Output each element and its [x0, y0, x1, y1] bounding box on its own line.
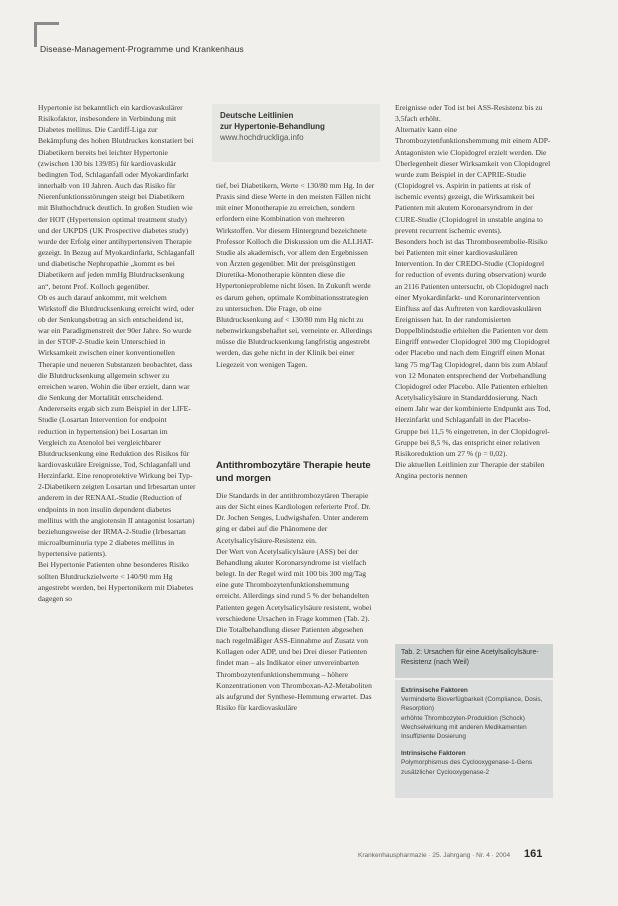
column-2-top [216, 180, 376, 370]
infobox-title: Deutsche Leitlinien [220, 111, 294, 120]
table-group-heading: Intrinsische Faktoren [401, 750, 466, 758]
infobox-subtitle: zur Hypertonie-Behandlung [220, 122, 325, 131]
paragraph: tief, bei Diabetikern, Werte < 130/80 mm Hg. In der Praxis sind diese Werte in den meisten Fällen nicht mit einer Monotherapie zu erreichen, sondern erfordern eine Kombination von mehreren Wirkstoffen. Vor diesem Hintergrund bezeichnete Professor Kolloch die Diskussion um die ALLHAT-Studie als akademisch, vor allem den Ergebnissen von Ärzten gegenüber. Mit der preisgünstigen Diuretika-Monotherapie könnten diese die Hypertonieprobleme nicht lösen. In Zukunft werde es darum gehen, optimale Kombinationsstrategien zu untersuchen. Die Frage, ob eine Blutdrucksenkung auf < 130/80 mm Hg nicht zu nebenwirkungsbehaftet sei, verneinte er. Allerdings müsse die Blutdrucksenkung langfristig angestrebt werden, das gehe nicht in der Klinik bei einer Liegezeit von wenigen Tagen. [216, 181, 375, 369]
paragraph: Hypertonie ist bekanntlich ein kardiovaskulärer Risikofaktor, insbesondere in Verbindung mit Diabetes mellitus. Die Cardiff-Liga zur Bekämpfung des hohen Blutdruckes konstatiert bei Diabetikern bereits bei leichter Hypertonie (zwischen 130 bis 139/85) für kardiovaskulär bedingten Tod, Schlaganfall oder Myokardinfarkt innerhalb von 10 Jahren. Auch das Risiko für Nierenfunktionsstörungen steigt bei Diabetikern mit Bluthochdruck deutlich. In großen Studien wie der HOT (Hypertension optimal treatment study) und der UKPDS (UK Prospective diabetes study) wurde der Erfolg einer antihypertensiven Therapie gezeigt. In Bezug auf Myokardinfarkt, Schlaganfall und diabetische Nephropathie „kommt es bei Diabetikern auf jeden mmHg Blutdrucksenkung an“, betont Prof. Kolloch gegenüber. [38, 103, 195, 291]
paragraph: Die aktuellen Leitlinien zur Therapie der stabilen Angina pectoris nennen [395, 460, 545, 481]
table-body [395, 680, 553, 798]
table-item: zusätzlicher Cyclooxygenase-2 [401, 768, 490, 776]
paragraph: Ob es auch darauf ankommt, mit welchem Wirkstoff die Blutdrucksenkung erreicht wird, oder ob der Senkungsbetrag an sich entscheidend ist, war ein Paradigmenstreit der 90er Jahre. So wurde in der STOP-2-Studie kein Unterschied in Wirksamkeit zwischen einer konventionellen Therapie und neueren Substanzen beobachtet, dass die Blutdrucksenkung allgemein schwer zu erreichen waren. Wohin die über erzielt, dann war die Senkung der Mortalität entscheidend. Andererseits ergab sich zum Beispiel in der LIFE-Studie (Losartan Intervention for endpoint reduction in hypertension) bei Losartan im Vergleich zu Atenolol bei vergleichbarer Blutdrucksenkung eine Reduktion des Risikos für kardiovaskuläre Ereignisse, Tod, Schlaganfall und Herzinfarkt. Eine renoprotektive Wirkung bei Typ-2-Diabetikern zeigten Losartan und Irbesartan unter anderem in der RENAAL-Studie (Reduction of endpoints in non insulin dependent diabetes mellitus with the angiotensin II antagonist losartan) beziehungsweise der IRMA-2-Studie (Irbesartan microalbuminuria type 2 diabetes mellitus in hypertensive patients). [38, 292, 196, 559]
page-number: 161 [524, 848, 543, 860]
journal-footer: Krankenhauspharmazie · 25. Jahrgang · Nr. 4 · 2004 [358, 852, 511, 859]
paragraph: Ereignisse oder Tod ist bei ASS-Resistenz bis zu 3,5fach erhöht. [395, 103, 543, 124]
running-head: Disease-Management-Programme und Krankenhaus [40, 44, 244, 54]
table-item: erhöhte Thrombozyten-Produktion (Schock) [401, 714, 525, 722]
column-1 [38, 102, 196, 604]
table-group-heading: Extrinsische Faktoren [401, 687, 468, 694]
paragraph: Der Wert von Acetylsalicylsäure (ASS) bei der Behandlung akuter Koronarsyndrome ist vielfach belegt. In der Regel wird mit 100 bis 300 mg/Tag eine gute Thrombozytenfunktionshemmung erreicht. Allerdings sind rund 5 % der behandelten Patienten gegen Acetylsalicylsäure resistent, wobei verschiedene Ursachen in Frage kommen (Tab. 2). Die Totalbehandlung dieser Patienten abgesehen nach regelmäßiger ASS-Einnahme auf Zusatz von Kollagen oder ADP, und bei Drei dieser Patienten findet man – als Indikator einer unvereinbarten Thrombozytenfunktionshemmung – höhere Konzentrationen von Thromboxan-A2-Metaboliten als aufgrund der Synthese-Hemmung erwartet. Das Risiko für kardiovaskuläre [216, 546, 372, 712]
paragraph: Alternativ kann eine Thrombozytenfunktionshemmung mit einem ADP-Antagonisten wie Clopidogrel erzielt werden. Die Überlegenheit dieser Wirksamkeit von Clopidogrel wurde zum Beispiel in der CAPRIE-Studie (Clopidogrel vs. Aspirin in patients at risk of ischemic events) gezeigt, die Wirksamkeit bei Patienten mit akutem Koronarsyndrom in der CURE-Studie (Clopidogrel in unstable angina to prevent recurrent ischemic events). [395, 125, 551, 235]
table-caption: Tab. 2: Ursachen für eine Acetylsalicylsäure-Resistenz (nach Weil) [395, 644, 553, 678]
guideline-infobox [212, 104, 380, 162]
table-item: Insuffiziente Dosierung [401, 733, 466, 741]
column-2-bottom [216, 490, 376, 713]
section-heading: Antithrombozytäre Therapie heute und morgen [216, 460, 371, 484]
infobox-link[interactable]: www.hochdruckliga.info [220, 133, 304, 142]
table-item: Wechselwirkung mit anderen Medikamenten [401, 723, 527, 731]
paragraph: Bei Hypertonie Patienten ohne besonderes Risiko sollten Blutdruckzielwerte < 140/90 mm Hg angestrebt werden, bei Hypertonikern mit Diabetes dagegen so [38, 560, 194, 603]
paragraph: Besonders hoch ist das Thromboseembolie-Risiko bei Patienten mit einer kardiovaskulären Intervention. In der CREDO-Studie (Clopidogrel for reduction of events during observation) wurde an 2116 Patienten untersucht, ob Clopidogrel nach einer Myokardinfarkt- und Koronarintervention Einfluss auf das Auftreten von kardiovaskulären Ereignissen hat. In der randomisierten Doppelblindstudie erhielten die Patienten vor dem Eingriff entweder Clopidogrel 300 mg Clopidogrel oder Placebo und nach dem Eingriff einen Monat lang 75 mg/Tag Clopidogrel, dann bis zum Ablauf von 12 Monaten entsprechend der Vorbehandlung Clopidogrel oder Placebo. Alle Patienten erhielten Acetylsalicylsäure in Standarddosierung. Nach einem Jahr war der kombinierte Endpunkt aus Tod, Herzinfarkt und Schlaganfall in der Placebo-Gruppe bei 11,5 % eingetreten, in der Clopidogrel-Gruppe bei 8,5 %, das entspricht einer relativen Risikoreduktion um 27 % (p = 0,02). [395, 236, 551, 458]
table-item: Verminderte Bioverfügbarkeit (Compliance, Dosis, Resorption) [401, 696, 543, 713]
table-item: Polymorphismus des Cyclooxygenase-1-Gens [401, 759, 533, 767]
paragraph: Die Standards in der antithrombozytären Therapie aus der Sicht eines Kardiologen referierte Prof. Dr. Dr. Jochen Senges, Ludwigshafen. Unter anderem ging er dabei auf die Phänomene der Acetylsalicylsäure-Resistenz ein. [216, 491, 371, 545]
column-3 [395, 102, 553, 481]
